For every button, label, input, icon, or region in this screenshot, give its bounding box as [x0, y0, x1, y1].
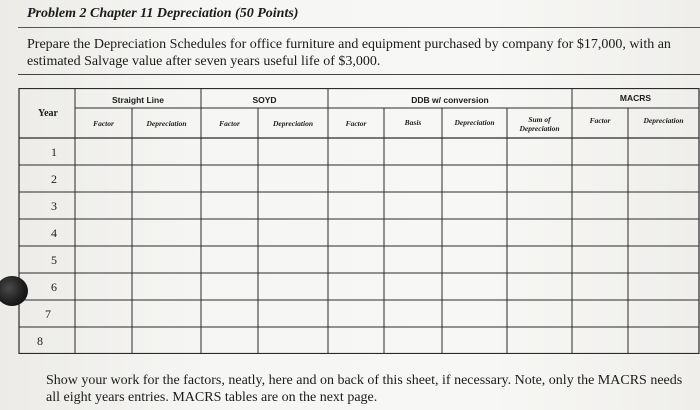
straight-line-group-header: Straight Line [112, 95, 164, 105]
year-row-label: 3 [51, 199, 57, 213]
ddb-group-header: DDB w/ conversion [411, 95, 489, 105]
year-row-label: 2 [51, 172, 57, 186]
problem-statement: Prepare the Depreciation Schedules for office furniture and equipment purchased by company for $17,000, with an estimated Salvage value after seven years useful life of $3,000. [27, 37, 671, 69]
soyd-group-header: SOYD [252, 95, 277, 105]
title-divider [18, 27, 700, 28]
statement-divider [18, 74, 700, 75]
year-row-label: 6 [51, 280, 57, 294]
sl-depreciation-header: Depreciation [146, 119, 187, 128]
year-row-label: 8 [37, 334, 43, 348]
macrs-factor-header: Factor [589, 116, 611, 125]
macrs-group-header: MACRS [619, 93, 652, 103]
year-row-label: 5 [51, 253, 57, 267]
ddb-depreciation-header: Depreciation [454, 118, 495, 127]
year-column-header: Year [38, 108, 58, 119]
ddb-basis-header: Basis [404, 118, 422, 127]
sl-factor-header: Factor [93, 119, 114, 128]
ddb-sum-of-depreciation-header: Sum of Depreciation [519, 115, 560, 133]
soyd-factor-header: Factor [219, 119, 240, 128]
soyd-depreciation-header: Depreciation [273, 119, 313, 128]
year-row-label: 1 [51, 145, 57, 159]
ddb-factor-header: Factor [345, 119, 367, 128]
instructions-footer: Show your work for the factors, neatly, here and on back of this sheet, if necessary. Note, only the MACRS needs all eight years entries. MACRS tables are on the next page. [46, 373, 683, 405]
year-row-label: 7 [45, 307, 51, 321]
page-title: Problem 2 Chapter 11 Depreciation (50 Points) [27, 6, 299, 21]
macrs-depreciation-header: Depreciation [643, 116, 684, 125]
depreciation-schedule-table [18, 88, 700, 354]
year-row-label: 4 [51, 226, 57, 240]
